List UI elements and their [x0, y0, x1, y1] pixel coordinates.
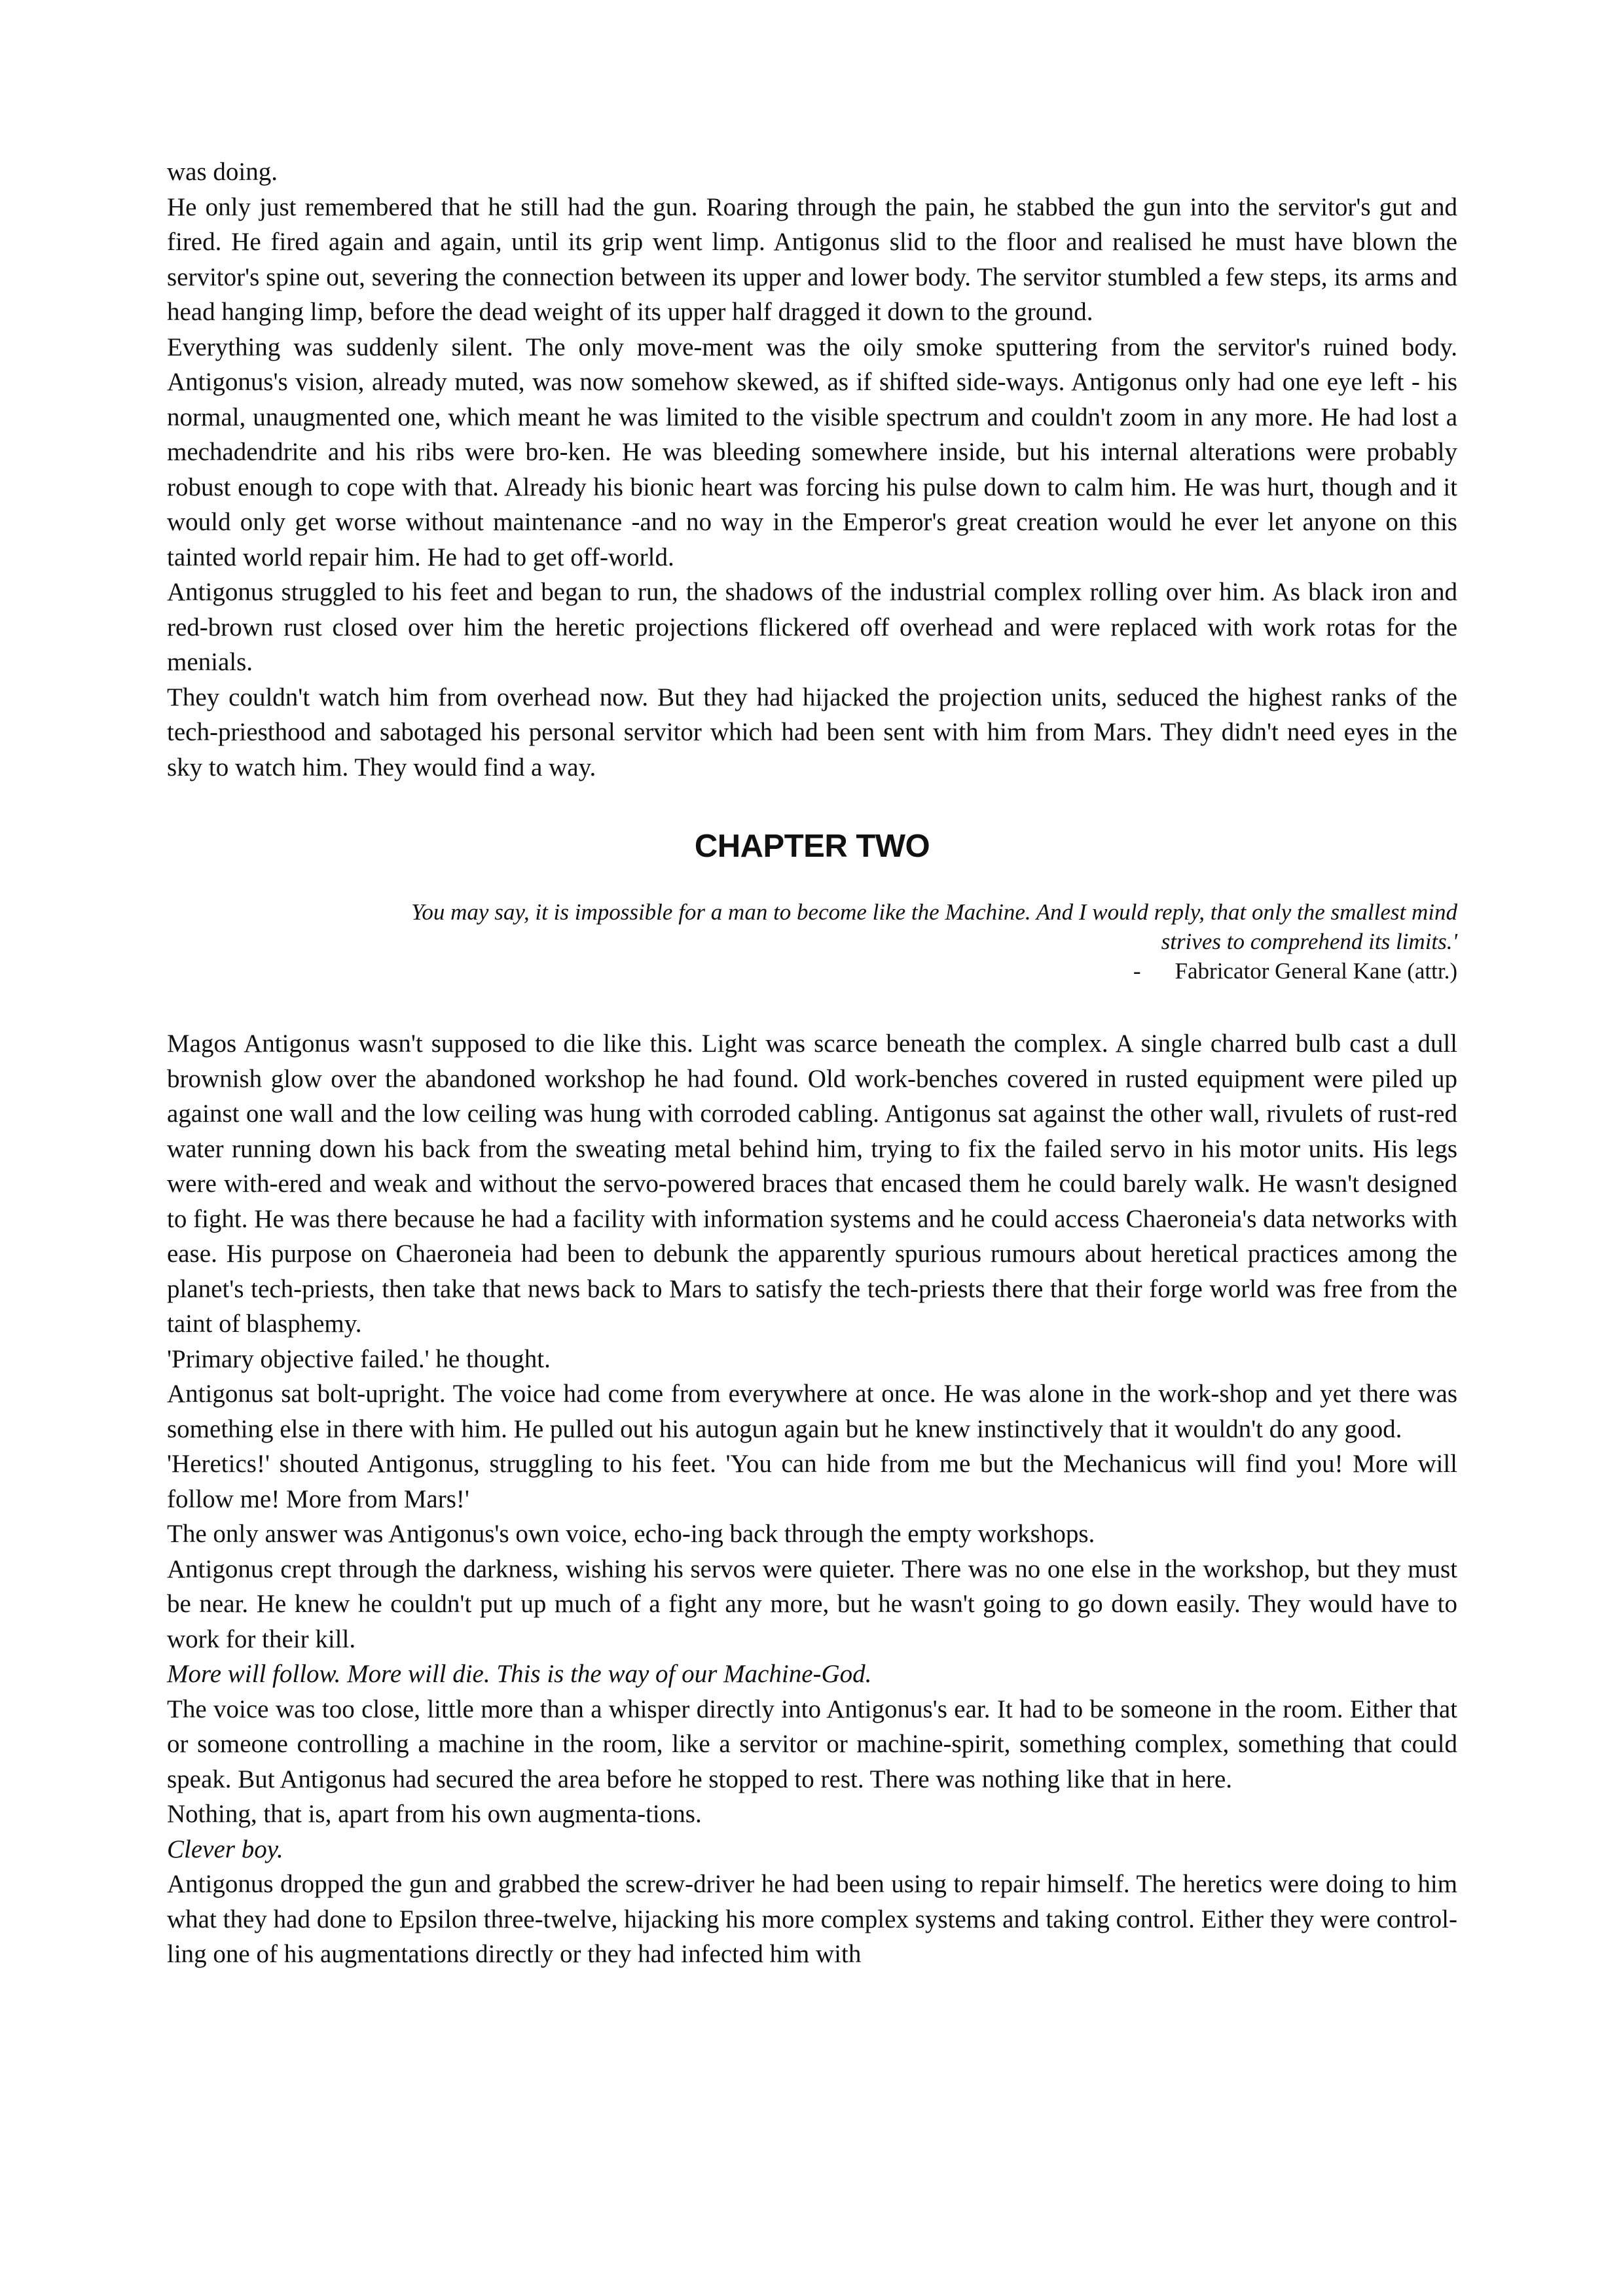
paragraph: Antigonus dropped the gun and grabbed the screw-driver he had been using to repair himself. The heretics were doing to him what they had done to Epsilon three-twelve, hijacking his more complex systems and taking control. Either they were control-ling one of his augmentations directly or they had infected him with: [167, 1870, 1457, 1968]
paragraph: The voice was too close, little more than a whisper directly into Antigonus's ear. It had to be someone in the room. Either that or someone controlling a machine in the room, like a servitor or machine-spirit, something complex, something that could speak. But Antigonus had secured the area before he stopped to rest. There was nothing like that in here.: [167, 1695, 1457, 1793]
document-page: [167, 154, 1457, 1972]
paragraph: Everything was suddenly silent. The only move-ment was the oily smoke sputtering from the servitor's ruined body. Antigonus's vision, already muted, was now somehow skewed, as if shifted side-ways. Antigonus only had one eye left - his normal, unaugmented one, which meant he was limited to the visible spectrum and couldn't zoom in any more. He had lost a mechadendrite and his ribs were bro-ken. He was bleeding somewhere inside, but his internal alterations were probably robust enough to cope with that. Already his bionic heart was forcing his pulse down to calm him. He was hurt, though and it would only get worse without maintenance -and no way in the Emperor's great creation would he ever let anyone on this tainted world repair him. He had to get off-world.: [167, 332, 1457, 571]
paragraph-continuation: was doing.: [167, 158, 278, 186]
epigraph: [167, 897, 1457, 986]
attribution-text: Fabricator General Kane (attr.): [1175, 958, 1457, 984]
paragraph: Nothing, that is, apart from his own augmenta-tions.: [167, 1800, 702, 1828]
chapter-title: CHAPTER TWO: [694, 829, 930, 864]
paragraph: The only answer was Antigonus's own voice, echo-ing back through the empty workshops.: [167, 1520, 1095, 1548]
paragraph-italic: More will follow. More will die. This is the way of our Machine-God.: [167, 1660, 872, 1688]
paragraph: He only just remembered that he still had the gun. Roaring through the pain, he stabbed the gun into the servitor's gut and fired. He fired again and again, until its grip went limp. Antigonus slid to the floor and realised he must have blown the servitor's spine out, severing the connection between its upper and lower body. The servitor stumbled a few steps, its arms and head hanging limp, before the dead weight of its upper half dragged it down to the ground.: [167, 192, 1457, 326]
epigraph-attribution: [167, 956, 1457, 986]
epigraph-quote-line: strives to comprehend its limits.': [1161, 929, 1457, 954]
epigraph-quote-line: You may say, it is impossible for a man to become like the Machine. And I would reply, that only the smallest mind: [411, 899, 1457, 925]
attribution-dash: -: [1133, 958, 1141, 984]
paragraph: 'Primary objective failed.' he thought.: [167, 1344, 551, 1373]
paragraph: They couldn't watch him from overhead now. But they had hijacked the projection units, seduced the highest ranks of the tech-priesthood and sabotaged his personal servitor which had been sent with him from Mars. They didn't need eyes in the sky to watch him. They would find a way.: [167, 683, 1457, 781]
paragraph: 'Heretics!' shouted Antigonus, struggling to his feet. 'You can hide from me but the Mechanicus will find you! More will follow me! More from Mars!': [167, 1450, 1457, 1513]
paragraph-italic: Clever boy.: [167, 1835, 283, 1863]
paragraph: Antigonus struggled to his feet and began to run, the shadows of the industrial complex rolling over him. As black iron and red-brown rust closed over him the heretic projections flickered off overhead and were replaced with work rotas for the menials.: [167, 578, 1457, 676]
paragraph: Antigonus crept through the darkness, wishing his servos were quieter. There was no one else in the workshop, but they must be near. He knew he couldn't put up much of a fight any more, but he wasn't going to go down easily. They would have to work for their kill.: [167, 1554, 1457, 1653]
paragraph: Magos Antigonus wasn't supposed to die like this. Light was scarce beneath the complex. A single charred bulb cast a dull brownish glow over the abandoned workshop he had found. Old work-benches covered in rusted equipment were piled up against one wall and the low ceiling was hung with corroded cabling. Antigonus sat against the other wall, rivulets of rust-red water running down his back from the sweating metal behind him, trying to fix the failed servo in his motor units. His legs were with-ered and weak and without the servo-powered braces that encased them he could barely walk. He wasn't designed to fight. He was there because he had a facility with information systems and he could access Chaeroneia's data networks with ease. His purpose on Chaeroneia had been to debunk the apparently spurious rumours about heretical practices among the planet's tech-priests, then take that news back to Mars to satisfy the tech-priests there that their forge world was free from the taint of blasphemy.: [167, 1030, 1457, 1338]
paragraph: Antigonus sat bolt-upright. The voice had come from everywhere at once. He was alone in the work-shop and yet there was something else in there with him. He pulled out his autogun again but he knew instinctively that it wouldn't do any good.: [167, 1380, 1457, 1443]
